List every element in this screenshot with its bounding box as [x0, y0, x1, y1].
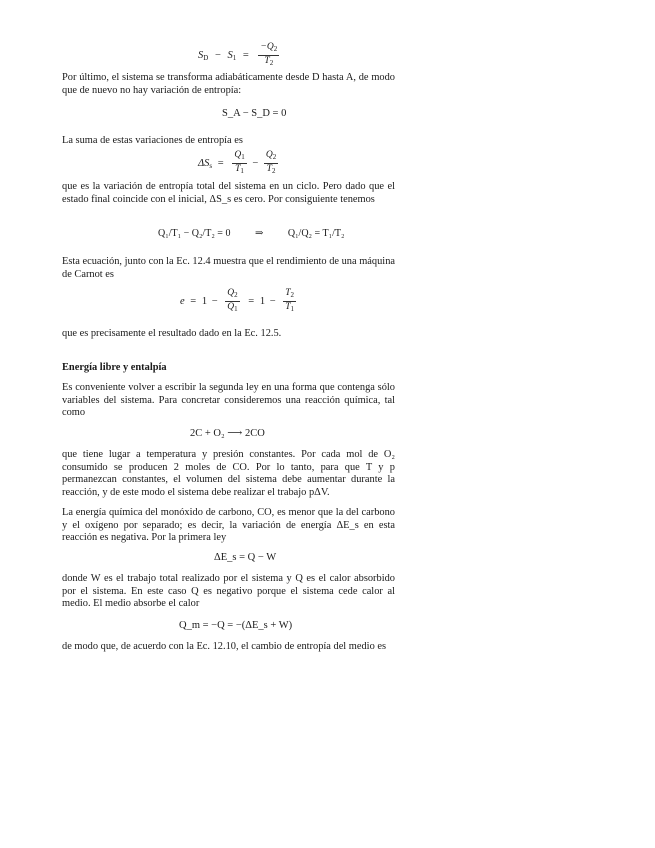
equation-carnot-efficiency: e = 1 − $\frac{Q_2}{Q_1}$ = 1 − $\frac{T_2}{T_1}$ [180, 288, 295, 313]
paragraph-sum: La suma de estas variaciones de entropía es [62, 135, 243, 146]
paragraph-work-heat: donde W es el trabajo total realizado por el sistema y Q es el calor absorbido por el sistema. En este caso Q es negativo porque el sistema cede calor al medio. El medio absorbe el calor [62, 573, 395, 610]
paragraph-adiabatic: Por último, el sistema se transforma adiabáticamente desde D hasta A, de modo que de nuevo no hay variación de entropía: [62, 72, 395, 96]
equation-first-law: ΔE_s = Q − W [214, 552, 277, 563]
paragraph-second-law: Es conveniente volver a escribir la segunda ley en una forma que contenga sólo variables del sistema. Para concretar consideremos una reacción química, tal como [62, 382, 395, 419]
equation-carnot-ratio: Q₁/T₁ − Q₂/T₂ = 0 ⇒ Q₁/Q₂ = T₁/T₂ [158, 228, 345, 239]
paragraph-constant-conditions: que tiene lugar a temperatura y presión constantes. Por cada mol de O₂ consumido se producen 2 moles de CO. Por lo tanto, para que T y p permanezcan constantes, el volumen del sistema debe aumentar durante la reacción, y de este modo el sistema debe realizar el trabajo pΔV. [62, 449, 395, 498]
equation-total-entropy: $\Delta S_s$ = $\frac{Q_1}{T_1}$ − $\frac{Q_2}{T_2}$ [198, 150, 277, 175]
equation-reaction: 2C + O₂ ⟶ 2CO [190, 428, 265, 439]
paragraph-medium-entropy: de modo que, de acuerdo con la Ec. 12.10, el cambio de entropía del medio es [62, 641, 387, 652]
paragraph-efficiency: Esta ecuación, junto con la Ec. 12.4 muestra que el rendimiento de una máquina de Carnot es [62, 256, 395, 280]
equation-entropy-da: S_A − S_D = 0 [222, 108, 287, 119]
section-heading: Energía libre y entalpía [62, 362, 167, 373]
equation-entropy-cd: $S_D - S_1$ = $\frac{-Q_2}{T_2}$ [198, 42, 278, 67]
paragraph-chemical-energy: La energía química del monóxido de carbono, CO, es menor que la del carbono y el oxígeno por separado; es decir, la variación de energía ΔE_s en esta reacción es negativa. Por la primera ley [62, 507, 395, 544]
paragraph-result: que es precisamente el resultado dado en la Ec. 12.5. [62, 328, 282, 339]
paragraph-cycle: que es la variación de entropía total del sistema en un ciclo. Pero dado que el estado final coincide con el inicial, ΔS_s es cero. Por consiguiente tenemos [62, 181, 395, 205]
equation-medium-heat: Q_m = −Q = −(ΔE_s + W) [179, 620, 293, 631]
